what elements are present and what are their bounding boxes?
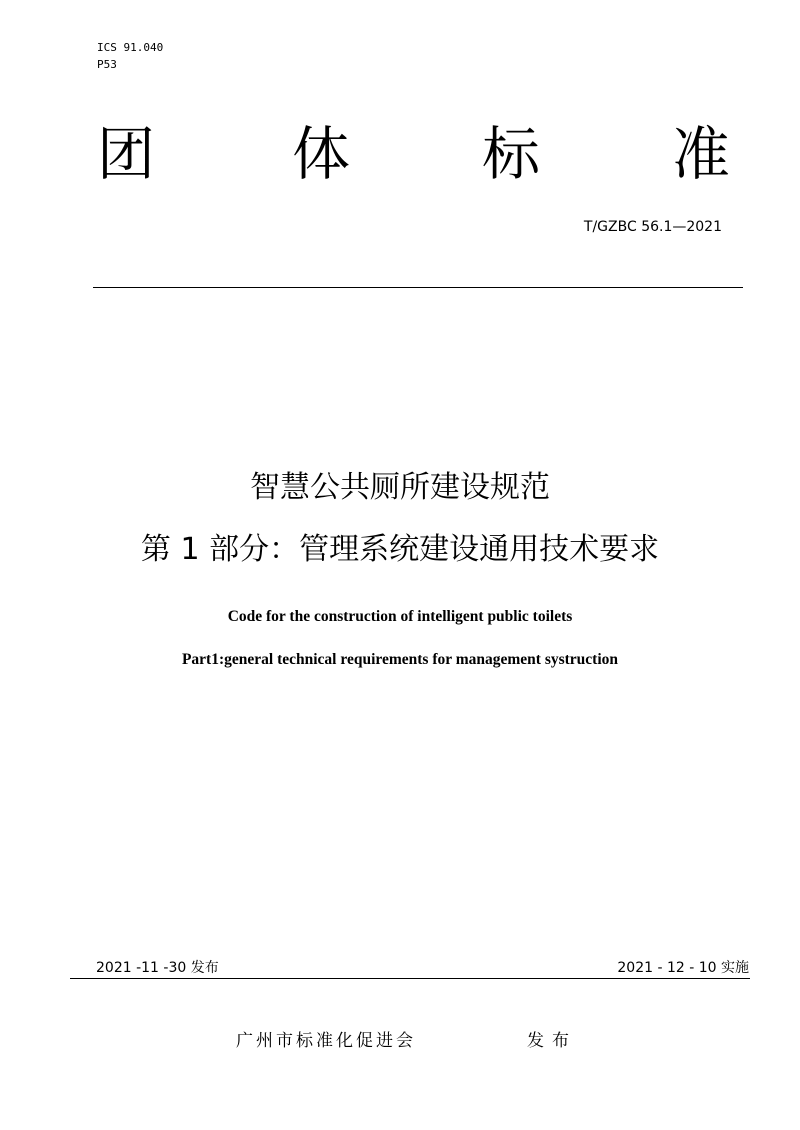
ccs-code: P53: [97, 58, 117, 71]
header-divider: [93, 287, 743, 288]
standard-type-char-4: 准: [672, 120, 731, 188]
standard-type-char-1: 团: [97, 120, 156, 188]
standard-number: T/GZBC 56.1—2021: [583, 219, 722, 235]
title-english-line-2: Part1:general technical requirements for management systruction: [181, 651, 619, 668]
title-english-line-1: Code for the construction of intelligent public toilets: [227, 608, 573, 625]
standard-type-char-2: 体: [292, 120, 351, 188]
issue-date: 2021 -11 -30 发布: [96, 960, 219, 976]
implementation-date: 2021 - 12 - 10 实施: [617, 960, 749, 976]
footer-divider: [70, 978, 750, 979]
publish-label: 发布: [527, 1031, 577, 1051]
title-chinese-line-1: 智慧公共厕所建设规范: [250, 470, 550, 505]
publisher-name: 广州市标准化促进会: [236, 1031, 416, 1051]
standard-type-char-3: 标: [482, 120, 541, 188]
ics-code: ICS 91.040: [97, 41, 164, 54]
title-chinese-line-2: 第 1 部分：管理系统建设通用技术要求: [140, 532, 660, 567]
